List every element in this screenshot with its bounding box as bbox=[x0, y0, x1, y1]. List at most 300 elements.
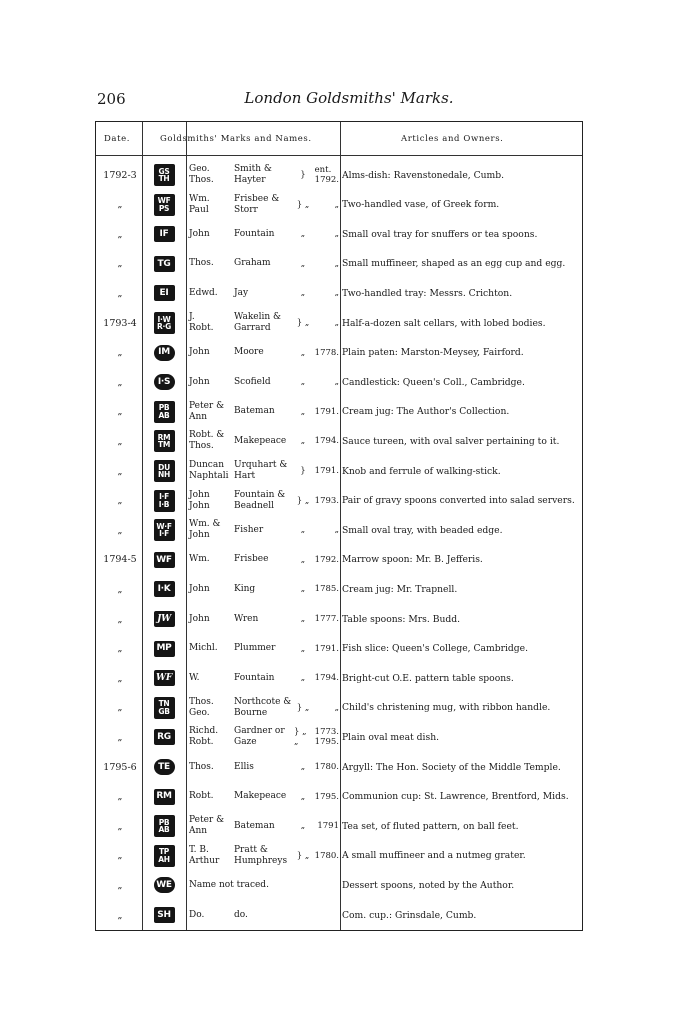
maker-surname bbox=[234, 634, 296, 664]
row-date: „ bbox=[117, 583, 123, 595]
row-date: „ bbox=[117, 791, 123, 803]
maker-surname-line: Gardner or bbox=[234, 726, 285, 737]
maker-forename-line: Richd. bbox=[189, 726, 219, 737]
entry-year-line: „ bbox=[334, 199, 339, 210]
maker-forename-line: John bbox=[189, 228, 210, 239]
maker-surname bbox=[234, 693, 296, 723]
maker-forename-lines bbox=[189, 614, 210, 625]
maker-surname bbox=[234, 811, 296, 841]
hallmark-letters: SH bbox=[157, 909, 171, 920]
maker-surname-lines bbox=[234, 584, 255, 595]
entry-year-lines bbox=[315, 407, 339, 417]
entry-year bbox=[311, 338, 341, 368]
ditto-mark: „ bbox=[300, 258, 306, 269]
hallmark-icon bbox=[154, 490, 175, 512]
hallmark-letters: I·F bbox=[159, 529, 169, 539]
header-rule bbox=[96, 155, 582, 156]
hallmark-icon bbox=[154, 581, 175, 597]
maker-surname bbox=[234, 604, 296, 634]
maker-forename bbox=[189, 545, 233, 575]
table-row bbox=[96, 426, 582, 456]
hallmark-icon bbox=[154, 759, 175, 775]
hallmark-letters: PS bbox=[158, 203, 170, 213]
maker-forename-line: John bbox=[189, 376, 210, 387]
article-owner: Marrow spoon: Mr. B. Jefferis. bbox=[342, 554, 483, 566]
table-row bbox=[96, 722, 582, 752]
hallmark-icon bbox=[154, 430, 175, 452]
maker-forename-lines bbox=[189, 288, 218, 299]
maker-forename-lines bbox=[189, 194, 210, 216]
maker-forename-lines bbox=[189, 519, 221, 541]
article-owner: Cream jug: The Author's Collection. bbox=[342, 406, 510, 418]
hallmark-icon bbox=[154, 460, 175, 482]
maker-forename-line: John bbox=[189, 489, 210, 500]
hallmark-letters: PB bbox=[158, 817, 170, 827]
maker-surname-lines bbox=[234, 525, 263, 536]
row-date: „ bbox=[117, 228, 123, 240]
maker-forename-lines bbox=[189, 726, 218, 748]
entry-year-lines bbox=[335, 200, 339, 210]
maker-forename-line: Thos. bbox=[189, 761, 214, 772]
marks-table bbox=[95, 121, 583, 931]
hallmark-letters: AB bbox=[158, 410, 170, 420]
table-row bbox=[96, 634, 582, 664]
ditto-mark: „ bbox=[300, 614, 306, 624]
maker-forename-lines bbox=[189, 791, 213, 802]
maker-forename-lines bbox=[189, 401, 224, 423]
entry-year bbox=[311, 604, 341, 634]
mark-cell bbox=[144, 752, 184, 782]
entry-year-line: „ bbox=[334, 377, 339, 388]
maker-forename-line: Peter & bbox=[189, 815, 225, 826]
entry-year bbox=[311, 426, 341, 456]
mark-cell bbox=[144, 515, 184, 545]
maker-forename-line: Wm. & bbox=[189, 519, 221, 530]
maker-forename bbox=[189, 841, 233, 871]
maker-surname-line: do. bbox=[234, 909, 248, 920]
maker-forename-lines bbox=[189, 312, 213, 334]
maker-forename bbox=[189, 515, 233, 545]
maker-surname-lines bbox=[234, 406, 275, 417]
maker-forename-line: Robt. bbox=[189, 791, 214, 802]
maker-forename-lines bbox=[189, 258, 214, 269]
maker-forename-line: Thos. bbox=[189, 175, 214, 185]
table-row bbox=[96, 870, 582, 900]
row-date: 1794-5 bbox=[103, 554, 137, 566]
header-articles: Articles and Owners. bbox=[401, 134, 504, 144]
entry-year bbox=[311, 515, 341, 545]
entry-year-line: 1791. bbox=[314, 643, 339, 654]
hallmark-icon bbox=[154, 641, 175, 657]
maker-surname bbox=[234, 219, 296, 249]
maker-forename-line: Paul bbox=[189, 204, 209, 215]
maker-surname bbox=[234, 367, 296, 397]
table-row bbox=[96, 782, 582, 812]
hallmark-icon bbox=[154, 845, 175, 867]
maker-surname bbox=[234, 338, 296, 368]
table-row bbox=[96, 160, 582, 190]
maker-surname bbox=[234, 456, 296, 486]
entry-year-line: 1795. bbox=[314, 737, 339, 748]
row-date: „ bbox=[117, 879, 123, 891]
hallmark-letters: I·S bbox=[157, 376, 171, 387]
row-date: „ bbox=[117, 406, 123, 418]
table-row bbox=[96, 367, 582, 397]
maker-surname-lines bbox=[234, 258, 271, 269]
hallmark-icon bbox=[154, 697, 175, 719]
table-row bbox=[96, 338, 582, 368]
ditto-mark: } „ bbox=[296, 199, 310, 210]
mark-cell bbox=[144, 426, 184, 456]
maker-forename-lines bbox=[189, 673, 200, 684]
table-row bbox=[96, 486, 582, 516]
entry-year-line: „ bbox=[334, 525, 339, 536]
maker-surname-line: Fountain bbox=[234, 672, 275, 683]
maker-forename-lines bbox=[189, 164, 214, 186]
maker-forename-line: Arthur bbox=[189, 855, 220, 866]
entry-year-line: 1778. bbox=[314, 347, 339, 358]
maker-surname bbox=[234, 397, 296, 427]
maker-surname-lines bbox=[234, 762, 254, 773]
maker-surname bbox=[234, 308, 296, 338]
maker-surname-lines bbox=[234, 164, 272, 186]
entry-year-lines bbox=[315, 851, 339, 861]
entry-year-line: 1777. bbox=[314, 614, 339, 624]
entry-year-line: „ bbox=[334, 229, 339, 240]
row-date: „ bbox=[117, 347, 123, 359]
maker-forename-line: Thos. bbox=[189, 441, 214, 452]
mark-cell bbox=[144, 663, 184, 693]
maker-surname-line: Fountain bbox=[234, 228, 275, 239]
article-owner: Sauce tureen, with oval salver pertaining to it. bbox=[342, 435, 560, 447]
article-owner: Plain paten: Marston-Meysey, Fairford. bbox=[342, 347, 524, 359]
mark-cell bbox=[144, 900, 184, 930]
hallmark-letters: W·F bbox=[156, 521, 172, 531]
mark-cell bbox=[144, 722, 184, 752]
maker-forename-line: Ann bbox=[189, 411, 208, 422]
mark-cell bbox=[144, 397, 184, 427]
entry-year-line: ent. bbox=[314, 165, 332, 175]
maker-forename-lines bbox=[189, 377, 210, 388]
hallmark-letters: NH bbox=[158, 470, 170, 479]
entry-year-lines bbox=[315, 165, 339, 185]
maker-surname-lines bbox=[234, 643, 275, 654]
row-date: „ bbox=[117, 376, 123, 388]
maker-forename bbox=[189, 278, 233, 308]
entry-year-line: 1794. bbox=[314, 436, 339, 447]
entry-year bbox=[311, 752, 341, 782]
article-owner: Plain oval meat dish. bbox=[342, 731, 440, 743]
table-row bbox=[96, 249, 582, 279]
maker-forename-line: W. bbox=[189, 672, 200, 683]
mark-cell bbox=[144, 308, 184, 338]
maker-note: Name not traced. bbox=[189, 880, 269, 891]
hallmark-icon bbox=[154, 226, 175, 242]
hallmark-icon bbox=[154, 164, 175, 186]
maker-forename bbox=[189, 397, 233, 427]
mark-cell bbox=[144, 160, 184, 190]
maker-forename-lines bbox=[189, 697, 214, 719]
mark-cell bbox=[144, 782, 184, 812]
row-date: 1795-6 bbox=[103, 761, 137, 773]
maker-surname-lines bbox=[234, 910, 248, 921]
hallmark-icon bbox=[154, 519, 175, 541]
entry-year bbox=[311, 397, 341, 427]
maker-surname-lines bbox=[234, 436, 286, 447]
entry-year-lines bbox=[315, 436, 339, 446]
hallmark-icon bbox=[154, 312, 175, 334]
maker-surname bbox=[234, 722, 296, 752]
row-date: „ bbox=[117, 524, 123, 536]
maker-surname-lines bbox=[234, 697, 291, 719]
entry-year-line: 1794. bbox=[314, 673, 339, 684]
maker-surname-lines bbox=[234, 347, 264, 358]
maker-surname-line: Bourne bbox=[234, 707, 268, 718]
entry-year bbox=[311, 841, 341, 871]
entry-year bbox=[311, 811, 341, 841]
ditto-mark: „ bbox=[300, 762, 306, 772]
maker-forename-line: John bbox=[189, 530, 210, 541]
mark-cell bbox=[144, 841, 184, 871]
maker-surname-line: Frisbee bbox=[234, 554, 269, 565]
entry-year bbox=[311, 486, 341, 516]
entry-year-line: 1780. bbox=[314, 850, 339, 861]
maker-forename-line: Michl. bbox=[189, 643, 218, 654]
maker-forename-line: Geo. bbox=[189, 164, 210, 174]
row-date: „ bbox=[117, 495, 123, 507]
maker-forename-line: Do. bbox=[189, 909, 205, 920]
entry-year-line: 1780. bbox=[314, 762, 339, 772]
maker-surname-line: Wren bbox=[234, 613, 259, 624]
ditto-mark: „ bbox=[300, 554, 306, 565]
maker-forename-line: J. bbox=[189, 312, 195, 322]
hallmark-letters: R·G bbox=[157, 322, 171, 331]
article-owner: Communion cup: St. Lawrence, Brentford, Mids. bbox=[342, 791, 569, 803]
maker-forename bbox=[189, 604, 233, 634]
entry-year-line: „ bbox=[334, 318, 339, 328]
maker-surname bbox=[234, 160, 296, 190]
entry-year bbox=[311, 308, 341, 338]
table-row bbox=[96, 278, 582, 308]
table-row bbox=[96, 693, 582, 723]
hallmark-letters: WF bbox=[156, 672, 172, 683]
maker-surname-line: Jay bbox=[234, 287, 249, 298]
ditto-mark: } „ „ bbox=[294, 727, 307, 748]
hallmark-letters: TG bbox=[157, 258, 171, 269]
hallmark-icon bbox=[154, 815, 175, 837]
row-date: 1792-3 bbox=[103, 169, 137, 181]
row-date: „ bbox=[117, 613, 123, 625]
maker-surname-lines bbox=[234, 791, 286, 802]
maker-surname-lines bbox=[234, 312, 281, 334]
entry-year-lines bbox=[335, 525, 339, 535]
article-owner: Argyll: The Hon. Society of the Middle Temple. bbox=[342, 761, 561, 773]
maker-surname-line: Northcote & bbox=[234, 696, 292, 707]
maker-forename-line: Thos. bbox=[189, 696, 214, 707]
row-date: „ bbox=[117, 258, 123, 270]
ditto-mark: „ bbox=[300, 821, 306, 832]
entry-year-line: 1792. bbox=[314, 554, 339, 565]
maker-surname bbox=[234, 841, 296, 871]
maker-forename-line: Geo. bbox=[189, 707, 210, 718]
hallmark-letters: WF bbox=[156, 554, 172, 565]
hallmark-letters: I·K bbox=[157, 584, 171, 595]
table-row bbox=[96, 190, 582, 220]
maker-forename bbox=[189, 693, 233, 723]
hallmark-icon bbox=[154, 670, 175, 686]
entry-year bbox=[311, 722, 341, 752]
maker-forename-line: T. B. bbox=[189, 844, 209, 855]
ditto-mark: „ bbox=[300, 791, 306, 802]
hallmark-icon bbox=[154, 374, 175, 390]
row-date: „ bbox=[117, 465, 123, 477]
maker-surname-lines bbox=[234, 229, 274, 240]
maker-forename bbox=[189, 782, 233, 812]
entry-year-lines bbox=[317, 821, 339, 831]
maker-forename bbox=[189, 486, 233, 516]
entry-year-lines bbox=[315, 792, 339, 802]
entry-year-lines bbox=[315, 496, 339, 506]
maker-forename bbox=[189, 426, 233, 456]
entry-year-line: „ bbox=[334, 288, 339, 299]
maker-forename-line: Edwd. bbox=[189, 287, 218, 298]
article-owner: Small muffineer, shaped as an egg cup and egg. bbox=[342, 258, 566, 270]
mark-cell bbox=[144, 486, 184, 516]
row-date: „ bbox=[117, 850, 123, 862]
mark-cell bbox=[144, 870, 184, 900]
entry-year-lines bbox=[335, 703, 339, 713]
hallmark-letters: I·F bbox=[159, 492, 169, 502]
maker-forename bbox=[189, 249, 233, 279]
entry-year-lines bbox=[335, 259, 339, 269]
article-owner: Pair of gravy spoons converted into salad servers. bbox=[342, 495, 575, 507]
entry-year bbox=[311, 782, 341, 812]
mark-cell bbox=[144, 545, 184, 575]
running-title: London Goldsmiths' Marks. bbox=[244, 89, 454, 107]
maker-surname-lines bbox=[234, 821, 275, 832]
entry-year-lines bbox=[335, 288, 339, 298]
article-owner: Dessert spoons, noted by the Author. bbox=[342, 879, 515, 891]
table-row bbox=[96, 900, 582, 930]
maker-surname bbox=[234, 545, 296, 575]
maker-surname-lines bbox=[234, 554, 268, 565]
maker-surname-line: Wakelin & bbox=[234, 312, 282, 322]
ditto-mark: „ bbox=[300, 406, 306, 417]
ditto-mark: } „ bbox=[296, 318, 310, 328]
entry-year bbox=[311, 219, 341, 249]
entry-year-line: 1785. bbox=[314, 584, 339, 595]
maker-surname-line: King bbox=[234, 583, 256, 594]
entry-year-lines bbox=[315, 348, 339, 358]
maker-surname-line: Urquhart & bbox=[234, 460, 288, 470]
article-owner: Child's christening mug, with ribbon handle. bbox=[342, 702, 551, 714]
article-owner: Fish slice: Queen's College, Cambridge. bbox=[342, 643, 529, 655]
table-row bbox=[96, 752, 582, 782]
maker-surname bbox=[234, 515, 296, 545]
table-row bbox=[96, 397, 582, 427]
table-row bbox=[96, 604, 582, 634]
entry-year bbox=[311, 634, 341, 664]
article-owner: Com. cup.: Grinsdale, Cumb. bbox=[342, 909, 477, 921]
mark-cell bbox=[144, 811, 184, 841]
mark-cell bbox=[144, 634, 184, 664]
hallmark-letters: TN bbox=[158, 699, 170, 709]
maker-surname-line: Beadnell bbox=[234, 500, 274, 511]
ditto-mark: } bbox=[300, 466, 306, 476]
entry-year-line: 1792. bbox=[314, 175, 339, 185]
entry-year-line: 1795. bbox=[314, 791, 339, 802]
table-row bbox=[96, 545, 582, 575]
maker-forename-line: Robt. & bbox=[189, 430, 225, 441]
maker-forename bbox=[189, 663, 233, 693]
hallmark-letters: GB bbox=[158, 706, 170, 716]
entry-year-lines bbox=[335, 377, 339, 387]
hallmark-letters: TP bbox=[158, 847, 169, 857]
maker-forename-lines bbox=[189, 347, 210, 358]
entry-year bbox=[311, 545, 341, 575]
entry-year bbox=[311, 278, 341, 308]
maker-forename-lines bbox=[189, 643, 218, 654]
ditto-mark: „ bbox=[300, 643, 306, 654]
maker-forename-line: Ann bbox=[189, 826, 208, 837]
ditto-mark: „ bbox=[300, 525, 306, 536]
maker-surname-line: Bateman bbox=[234, 406, 275, 417]
entry-year bbox=[311, 456, 341, 486]
maker-forename bbox=[189, 338, 233, 368]
maker-forename-line: Thos. bbox=[189, 258, 214, 269]
maker-surname-lines bbox=[234, 845, 287, 867]
hallmark-letters: IF bbox=[159, 228, 169, 239]
hallmark-icon bbox=[154, 285, 175, 301]
entry-year bbox=[311, 190, 341, 220]
maker-forename-line: John bbox=[189, 347, 210, 358]
maker-forename-lines bbox=[189, 554, 210, 565]
article-owner: Candlestick: Queen's Coll., Cambridge. bbox=[342, 376, 525, 388]
maker-forename-lines bbox=[189, 430, 224, 452]
hallmark-letters: EI bbox=[159, 288, 169, 299]
table-row bbox=[96, 841, 582, 871]
entry-year bbox=[311, 574, 341, 604]
row-date: „ bbox=[117, 199, 123, 211]
maker-forename-lines bbox=[189, 845, 219, 867]
maker-surname-line: Moore bbox=[234, 347, 264, 358]
table-row bbox=[96, 308, 582, 338]
entry-year-line: „ bbox=[334, 258, 339, 269]
header-date: Date. bbox=[104, 134, 131, 144]
article-owner: Two-handled vase, of Greek form. bbox=[342, 199, 500, 211]
maker-surname-lines bbox=[234, 194, 279, 216]
hallmark-letters: AB bbox=[158, 825, 170, 835]
maker-surname-line: Makepeace bbox=[234, 791, 287, 802]
row-date: „ bbox=[117, 435, 123, 447]
table-row bbox=[96, 811, 582, 841]
entry-year bbox=[311, 249, 341, 279]
ditto-mark: } „ bbox=[296, 495, 310, 506]
maker-surname-line: Bateman bbox=[234, 820, 275, 831]
entry-year-lines bbox=[315, 727, 339, 747]
hallmark-letters: RM bbox=[157, 432, 171, 442]
maker-surname bbox=[234, 486, 296, 516]
entry-year bbox=[311, 663, 341, 693]
maker-surname-line: Humphreys bbox=[234, 855, 288, 866]
entry-year-lines bbox=[335, 318, 339, 328]
maker-forename-lines bbox=[189, 815, 224, 837]
ditto-mark: } „ bbox=[296, 702, 310, 713]
maker-surname bbox=[234, 426, 296, 456]
entry-year bbox=[311, 367, 341, 397]
maker-surname-line: Graham bbox=[234, 258, 271, 269]
maker-surname-line: Storr bbox=[234, 204, 258, 215]
